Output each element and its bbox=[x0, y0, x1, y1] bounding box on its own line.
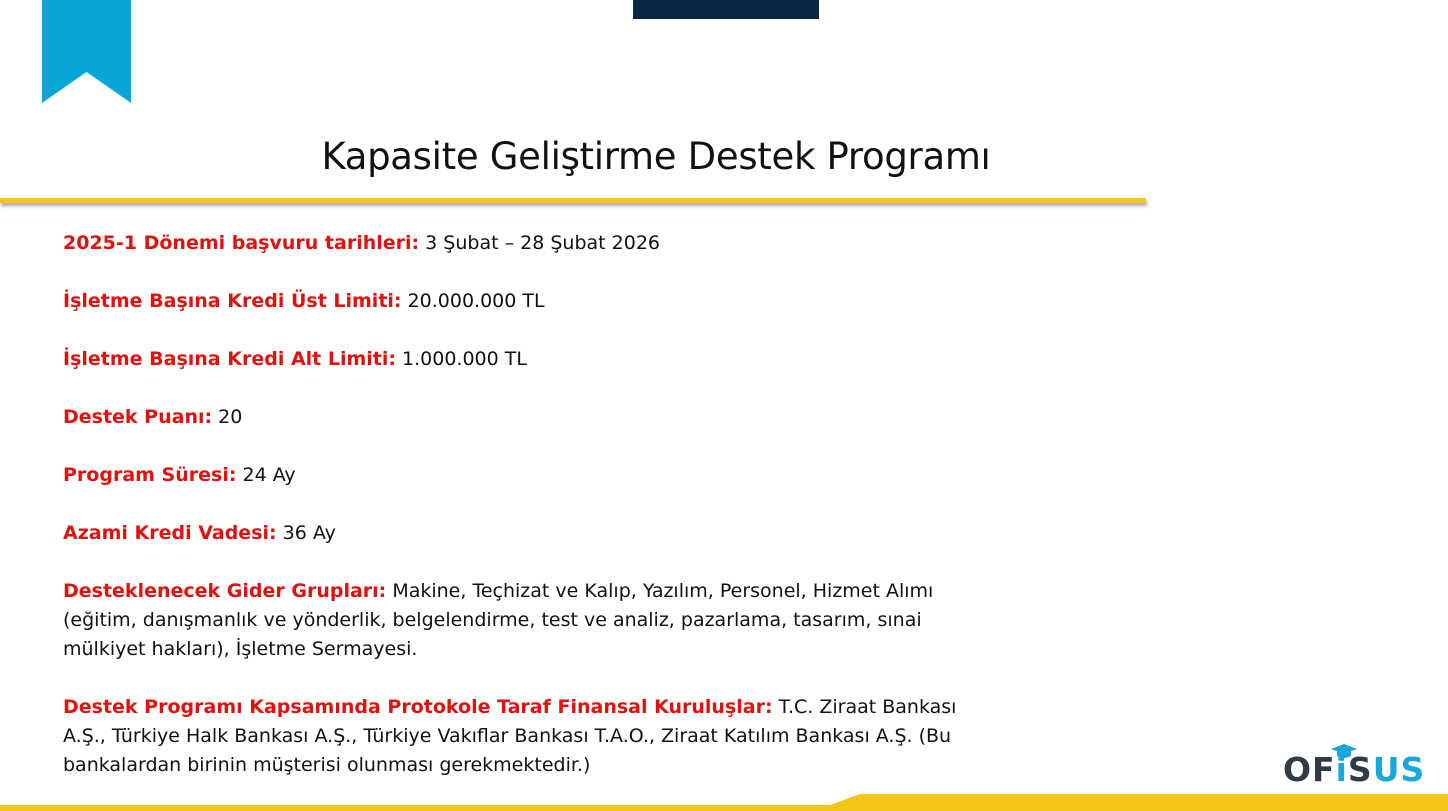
slide-content bbox=[63, 229, 963, 809]
bottom-accent-bar bbox=[0, 794, 1448, 811]
list-item bbox=[63, 403, 963, 432]
item-value: 36 Ay bbox=[276, 522, 336, 544]
item-value: T.C. Ziraat Bankası A.Ş., Türkiye Halk Bankası A.Ş., Türkiye Vakıflar Bankası T.A.O., Ziraat Katılım Bankası A.Ş. (Bu bankalardan birinin müşterisi olunması gerekmektedir.) bbox=[63, 696, 957, 776]
item-value: 1.000.000 TL bbox=[396, 348, 527, 370]
item-label: İşletme Başına Kredi Alt Limiti: bbox=[63, 348, 396, 370]
list-item bbox=[63, 287, 963, 316]
logo-part-s: S bbox=[1347, 750, 1373, 789]
list-item bbox=[63, 345, 963, 374]
list-item bbox=[63, 519, 963, 548]
item-label: Program Süresi: bbox=[63, 464, 237, 486]
ofisus-logo bbox=[1283, 744, 1425, 792]
slide-title: Kapasite Geliştirme Destek Programı bbox=[321, 135, 991, 178]
item-label: Desteklenecek Gider Grupları: bbox=[63, 580, 387, 602]
item-value: 20.000.000 TL bbox=[401, 290, 545, 312]
item-label: Destek Programı Kapsamında Protokole Taraf Finansal Kuruluşlar: bbox=[63, 696, 773, 718]
logo-part-us: US bbox=[1372, 750, 1426, 789]
item-value: 20 bbox=[212, 406, 243, 428]
top-accent-bar bbox=[633, 0, 819, 19]
item-label: İşletme Başına Kredi Üst Limiti: bbox=[63, 290, 402, 312]
item-label: 2025-1 Dönemi başvuru tarihleri: bbox=[63, 232, 420, 254]
list-item bbox=[63, 577, 963, 664]
logo-text bbox=[1283, 750, 1425, 790]
list-item bbox=[63, 693, 963, 780]
title-underline bbox=[0, 198, 1146, 203]
item-value: 3 Şubat – 28 Şubat 2026 bbox=[419, 232, 660, 254]
item-label: Azami Kredi Vadesi: bbox=[63, 522, 277, 544]
logo-part-i: i bbox=[1335, 750, 1348, 789]
item-label: Destek Puanı: bbox=[63, 406, 213, 428]
list-item bbox=[63, 461, 963, 490]
item-value: Makine, Teçhizat ve Kalıp, Yazılım, Personel, Hizmet Alımı (eğitim, danışmanlık ve yönderlik, belgelendirme, test ve analiz, pazarlama, tasarım, sınai mülkiyet hakları), İşletme Sermayesi. bbox=[63, 580, 934, 660]
bookmark-ribbon-icon bbox=[42, 0, 131, 103]
item-value: 24 Ay bbox=[236, 464, 296, 486]
list-item bbox=[63, 229, 963, 258]
logo-part-of: OF bbox=[1283, 750, 1336, 789]
